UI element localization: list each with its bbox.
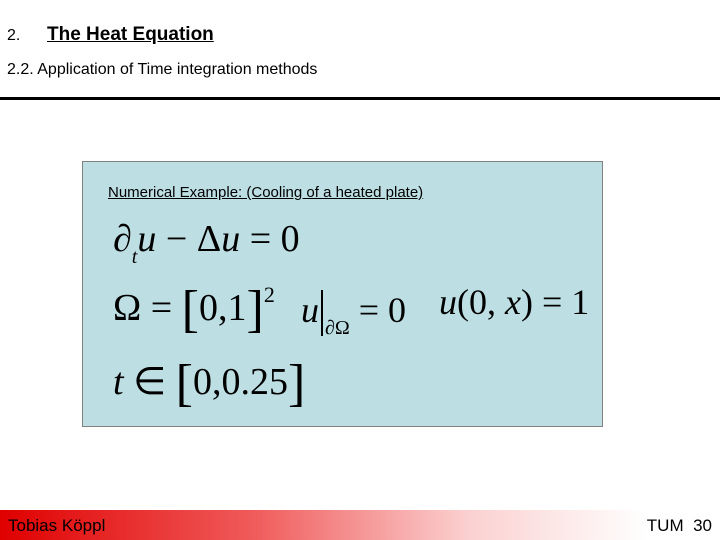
equation-initial: u(0, x) = 1 bbox=[439, 282, 590, 322]
section-number: 2. bbox=[7, 27, 21, 44]
equation-boundary: u $_{\partial\Omega}$ = 0 bbox=[301, 290, 407, 339]
subsection-title: 2.2. Application of Time integration methods bbox=[7, 61, 318, 78]
section-title: The Heat Equation bbox=[47, 24, 214, 45]
footer-bar bbox=[0, 510, 720, 540]
equation-domain: $\Omega = [0,1]^2$ bbox=[113, 281, 275, 338]
header-rule bbox=[0, 97, 720, 100]
equation-pde: $\partial_tu - \Delta u = 0$ bbox=[113, 218, 300, 268]
author-name: Tobias Köppl bbox=[8, 516, 106, 535]
page-number: 30 bbox=[693, 516, 712, 535]
page-info bbox=[647, 516, 712, 536]
equation-time: t ∈ [0,0.25] bbox=[113, 355, 306, 412]
example-heading: Numerical Example: (Cooling of a heated plate) bbox=[108, 184, 424, 201]
institution-label: TUM bbox=[646, 516, 684, 535]
example-box bbox=[82, 161, 603, 427]
